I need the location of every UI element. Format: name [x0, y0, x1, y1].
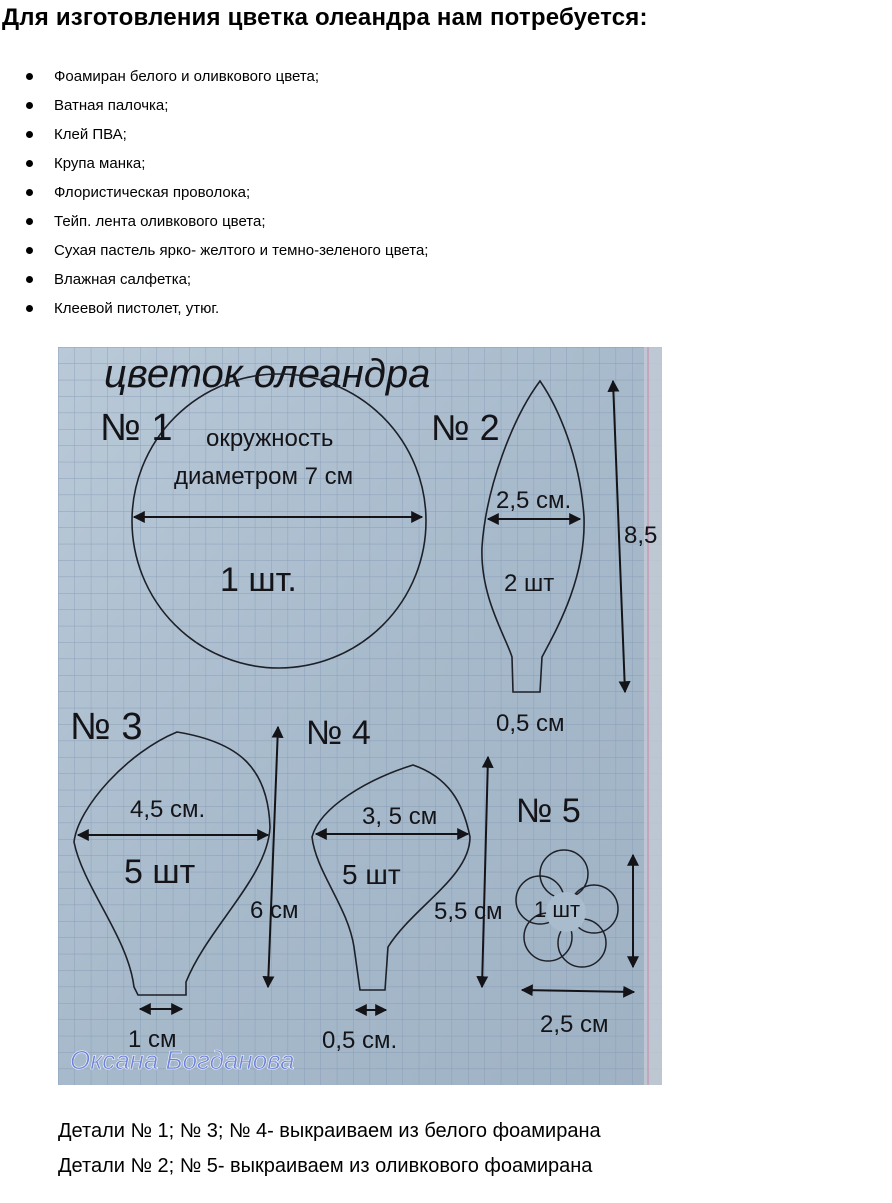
watermark: Оксана Богданова	[70, 1045, 295, 1075]
part-3-base: 1 см	[128, 1026, 177, 1053]
list-item-text: Влажная салфетка;	[54, 271, 192, 288]
list-item-text: Крупа манка;	[54, 155, 146, 172]
part-1-label: № 1	[100, 407, 173, 449]
list-item-text: Фоамиран белого и оливкового цвета;	[54, 68, 320, 85]
part-4-label: № 4	[306, 714, 371, 752]
part-3-height: 6 см	[250, 897, 299, 924]
page-edge	[644, 347, 662, 1085]
part-3-width: 4,5 см.	[130, 796, 206, 823]
list-item-text: Клеевой пистолет, утюг.	[54, 300, 220, 317]
bullet-icon	[26, 73, 33, 80]
list-item	[0, 120, 428, 149]
part-3-count: 5 шт	[124, 853, 196, 891]
part-3-label: № 3	[70, 706, 143, 748]
list-item-text: Клей ПВА;	[54, 126, 127, 143]
bullet-icon	[26, 102, 33, 109]
part-5-count: 1 шт	[534, 897, 581, 922]
part-1-text-1: окружность	[206, 425, 334, 452]
footer-line-white: Детали № 1; № 3; № 4- выкраиваем из белого фоамирана	[58, 1120, 601, 1142]
materials-list	[0, 62, 428, 323]
footer-line-olive: Детали № 2; № 5- выкраиваем из оливкового фоамирана	[58, 1155, 593, 1177]
list-item	[0, 236, 428, 265]
list-item	[0, 149, 428, 178]
bullet-icon	[26, 218, 33, 225]
part-2-count: 2 шт	[504, 570, 555, 597]
part-5-label: № 5	[516, 792, 581, 830]
part-1-count: 1 шт.	[220, 561, 297, 599]
list-item	[0, 265, 428, 294]
list-item	[0, 178, 428, 207]
part-5-width: 2,5 см	[540, 1011, 609, 1038]
page-title: Для изготовления цветка олеандра нам потребуется:	[2, 4, 648, 31]
list-item	[0, 294, 428, 323]
bullet-icon	[26, 160, 33, 167]
part-2-base: 0,5 см	[496, 710, 565, 737]
part-4-width: 3, 5 см	[362, 803, 438, 830]
list-item	[0, 62, 428, 91]
part-2-width: 2,5 см.	[496, 487, 572, 514]
part-4-base: 0,5 см.	[322, 1027, 398, 1054]
part-2-label: № 2	[431, 407, 500, 448]
list-item-text: Тейп. лента оливкового цвета;	[54, 213, 266, 230]
bullet-icon	[26, 276, 33, 283]
part-1-text-2: диаметром 7 см	[174, 463, 354, 490]
list-item	[0, 207, 428, 236]
pattern-photo	[58, 347, 662, 1085]
list-item-text: Флористическая проволока;	[54, 184, 251, 201]
list-item-text: Сухая пастель ярко- желтого и темно-зеленого цвета;	[54, 242, 429, 259]
part-4-height: 5,5 см	[434, 898, 503, 925]
list-item	[0, 91, 428, 120]
part-4-count: 5 шт	[342, 859, 401, 890]
bullet-icon	[26, 247, 33, 254]
pattern-title: цветок олеандра	[104, 352, 431, 396]
list-item-text: Ватная палочка;	[54, 97, 169, 114]
bullet-icon	[26, 189, 33, 196]
part-2-height: 8,5	[624, 522, 658, 549]
bullet-icon	[26, 131, 33, 138]
bullet-icon	[26, 305, 33, 312]
